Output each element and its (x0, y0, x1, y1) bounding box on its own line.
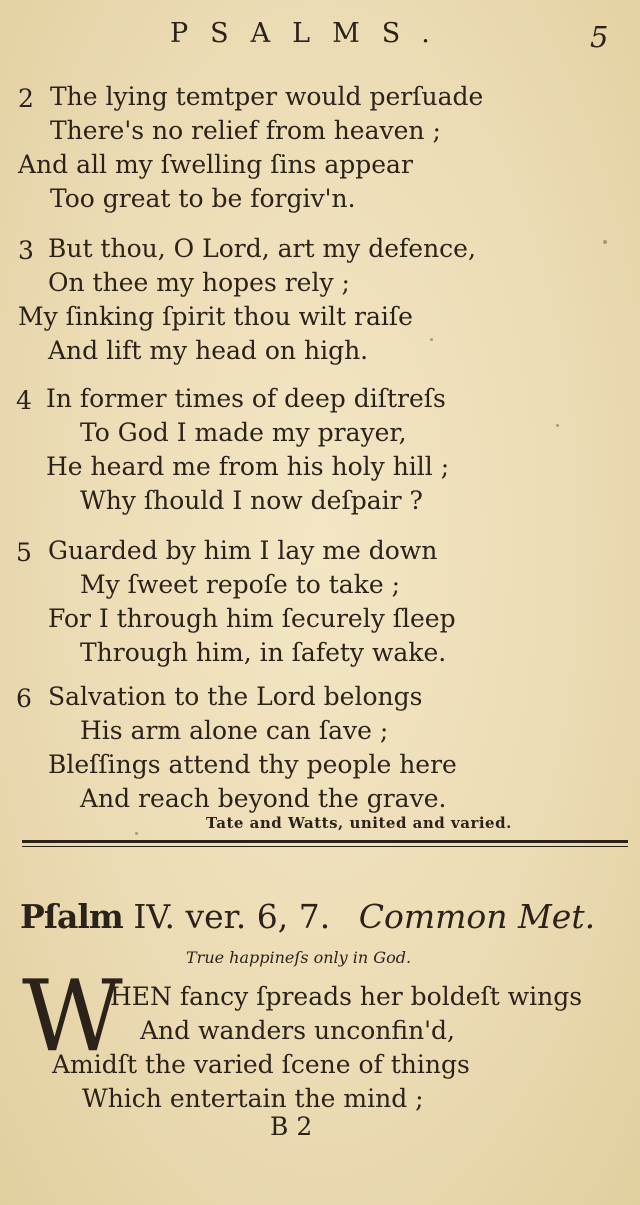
paper-speck (430, 338, 433, 341)
paper-speck (135, 832, 138, 835)
verse-line: Salvation to the Lord belongs (48, 682, 423, 711)
verse-line: And wanders unconfin'd, (140, 1016, 455, 1045)
verse-number: 5 (16, 538, 32, 567)
verse-line: To God I made my prayer, (80, 418, 407, 447)
verse-line: But thou, O Lord, art my defence, (48, 234, 476, 263)
verse-line: The lying temtper would perſuade (50, 82, 484, 111)
divider-rule (22, 840, 628, 843)
verse-number: 6 (16, 684, 32, 713)
psalm-subtitle: True happineſs only in God. (186, 948, 412, 967)
verse-line: Through him, in ſafety wake. (80, 638, 447, 667)
verse-line: Amidſt the varied ſcene of things (52, 1050, 470, 1079)
verse-line: There's no relief from heaven ; (50, 116, 441, 145)
verse-line: His arm alone can ſave ; (80, 716, 389, 745)
verse-line: My ſinking ſpirit thou wilt raiſe (18, 302, 413, 331)
verse-line: In former times of deep diſtreſs (46, 384, 446, 413)
catchword: B 2 (270, 1112, 313, 1141)
divider-rule-thin (22, 846, 628, 847)
verse-line: And lift my head on high. (48, 336, 369, 365)
paper-speck (556, 424, 559, 427)
verse-line: On thee my hopes rely ; (48, 268, 350, 297)
verse-line: And all my ſwelling ſins appear (18, 150, 413, 179)
verse-line: And reach beyond the grave. (80, 784, 447, 813)
psalm-meter: Common Met. (358, 897, 596, 936)
verse-line: Why ſhould I now deſpair ? (80, 486, 423, 515)
verse-line: Bleſſings attend thy people here (48, 750, 457, 779)
page-number: 5 (590, 20, 609, 54)
verse-line: Too great to be forgiv'n. (50, 184, 356, 213)
attribution: Tate and Watts, united and varied. (206, 814, 512, 832)
verse-line: He heard me from his holy hill ; (46, 452, 450, 481)
verse-number: 2 (18, 84, 34, 113)
verse-line: My ſweet repoſe to take ; (80, 570, 401, 599)
psalm-reference: IV. ver. 6, 7. (133, 897, 331, 936)
psalm-label: Pſalm (20, 897, 123, 936)
verse-line: HEN fancy ſpreads her boldeſt wings (110, 982, 583, 1011)
verse-line: For I through him ſecurely ſleep (48, 604, 456, 633)
verse-line: Which entertain the mind ; (82, 1084, 424, 1113)
psalm-heading (20, 897, 595, 936)
drop-cap: W (22, 960, 123, 1074)
verse-number: 4 (16, 386, 32, 415)
paper-speck (603, 240, 607, 244)
verse-line: Guarded by him I lay me down (48, 536, 438, 565)
verse-number: 3 (18, 236, 34, 265)
running-header: PSALMS. (170, 18, 452, 49)
